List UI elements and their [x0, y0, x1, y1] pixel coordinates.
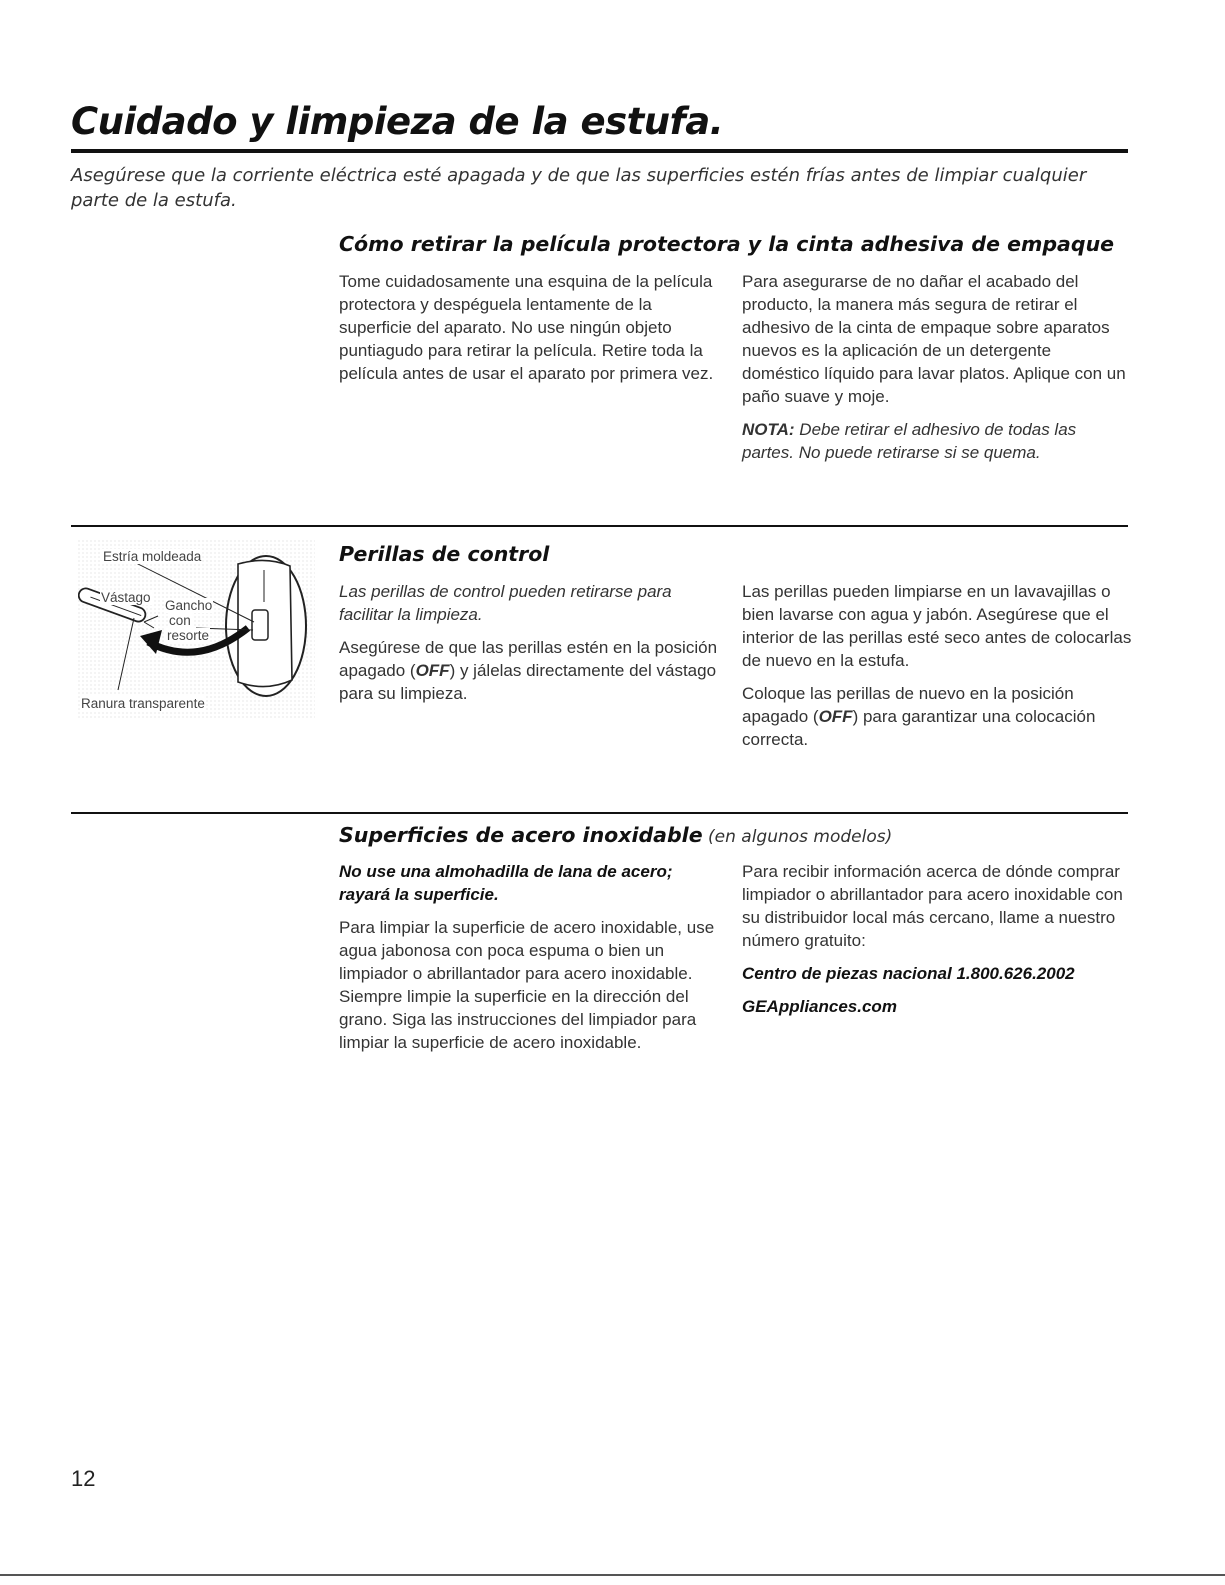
page-number: 12 [71, 1466, 96, 1491]
control-knobs-right-column [742, 580, 1132, 761]
label-stem: Vástago [101, 590, 151, 605]
control-knobs-wash-text: Las perillas pueden limpiarse en un lavavajillas o bien lavarse con agua y jabón. Asegúrese que el interior de las perillas esté seco antes de colocarlas de nuevo en la estufa. [742, 582, 1132, 670]
label-spring-clip-1: Gancho [165, 598, 213, 613]
stainless-heading-main: Superficies de acero inoxidable [339, 823, 703, 847]
parts-center-phone: Centro de piezas nacional 1.800.626.2002 [742, 964, 1075, 983]
control-knobs-text-a: Asegúrese de que las perillas estén en la posición apagado ( [339, 638, 718, 680]
intro-text: Asegúrese que la corriente eléctrica esté apagada y de que las superficies estén frías antes de limpiar cualquier parte de la estufa. [71, 165, 1087, 211]
protective-film-right-text: Para asegurarse de no dañar el acabado del producto, la manera más segura de retirar el adhesivo de la cinta de empaque sobre aparatos nuevos es la aplicación de un detergente doméstico líquido para lavar platos. Aplique con un paño suave y moje. [742, 272, 1126, 406]
stainless-heading-sub: (en algunos modelos) [702, 827, 893, 847]
title-rule [71, 149, 1128, 153]
control-knobs-text-b: ) y jálelas directamente del vástago para su limpieza. [339, 661, 717, 703]
protective-film-right-column [742, 270, 1132, 474]
protective-film-note [742, 418, 1132, 464]
section-divider [71, 812, 1128, 814]
replace-text-a: Coloque las perillas de nuevo en la posición apagado ( [742, 684, 1074, 726]
stainless-warning: No use una almohadilla de lana de acero; rayará la superficie. [339, 862, 673, 904]
off-label: OFF [415, 661, 450, 680]
section-divider [71, 525, 1128, 527]
section-heading-control-knobs: Perillas de control [339, 542, 550, 566]
knob-slot [252, 610, 268, 640]
note-text: Debe retirar el adhesivo de todas las partes. No puede retirarse si se quema. [742, 420, 1077, 462]
stainless-left-column [339, 860, 724, 1064]
stainless-contact-text: Para recibir información acerca de dónde comprar limpiador o abrillantador para acero inoxidable con su distribuidor local más cercano, llame a nuestro número gratuito: [742, 862, 1123, 950]
off-label-2: OFF [818, 707, 853, 726]
bottom-rule [0, 1574, 1225, 1576]
section-heading-protective-film: Cómo retirar la película protectora y la cinta adhesiva de empaque [339, 232, 1115, 256]
stainless-cleaning-text: Para limpiar la superficie de acero inoxidable, use agua jabonosa con poca espuma o bien un limpiador o abrillantador para acero inoxidable. Siempre limpie la superficie en la dirección del grano. Siga las instrucciones del limpiador para limpiar la superficie de acero inoxidable. [339, 918, 715, 1052]
control-knobs-left-column [339, 580, 724, 715]
control-knobs-replace-text [742, 682, 1132, 751]
label-spring-clip-2: con [169, 613, 191, 628]
protective-film-left-column [339, 270, 724, 395]
control-knob-figure [78, 540, 315, 718]
label-spring-clip-3: resorte [167, 628, 210, 643]
control-knobs-intro: Las perillas de control pueden retirarse para facilitar la limpieza. [339, 582, 672, 624]
website-link[interactable]: GEAppliances.com [742, 997, 897, 1016]
label-clear-slot: Ranura transparente [81, 696, 205, 711]
section-heading-stainless-steel [339, 823, 892, 847]
replace-text-b: ) para garantizar una colocación correcta. [742, 707, 1096, 749]
label-molded-ridge: Estría moldeada [103, 549, 202, 564]
stainless-right-column [742, 860, 1132, 1028]
note-label: NOTA: [742, 420, 795, 439]
control-knobs-instructions [339, 636, 724, 705]
protective-film-left-text: Tome cuidadosamente una esquina de la película protectora y despéguela lentamente de la superficie del aparato. No use ningún objeto puntiagudo para retirar la película. Retire toda la película antes de usar el aparato por primera vez. [339, 272, 714, 383]
page-title: Cuidado y limpieza de la estufa. [71, 100, 724, 143]
